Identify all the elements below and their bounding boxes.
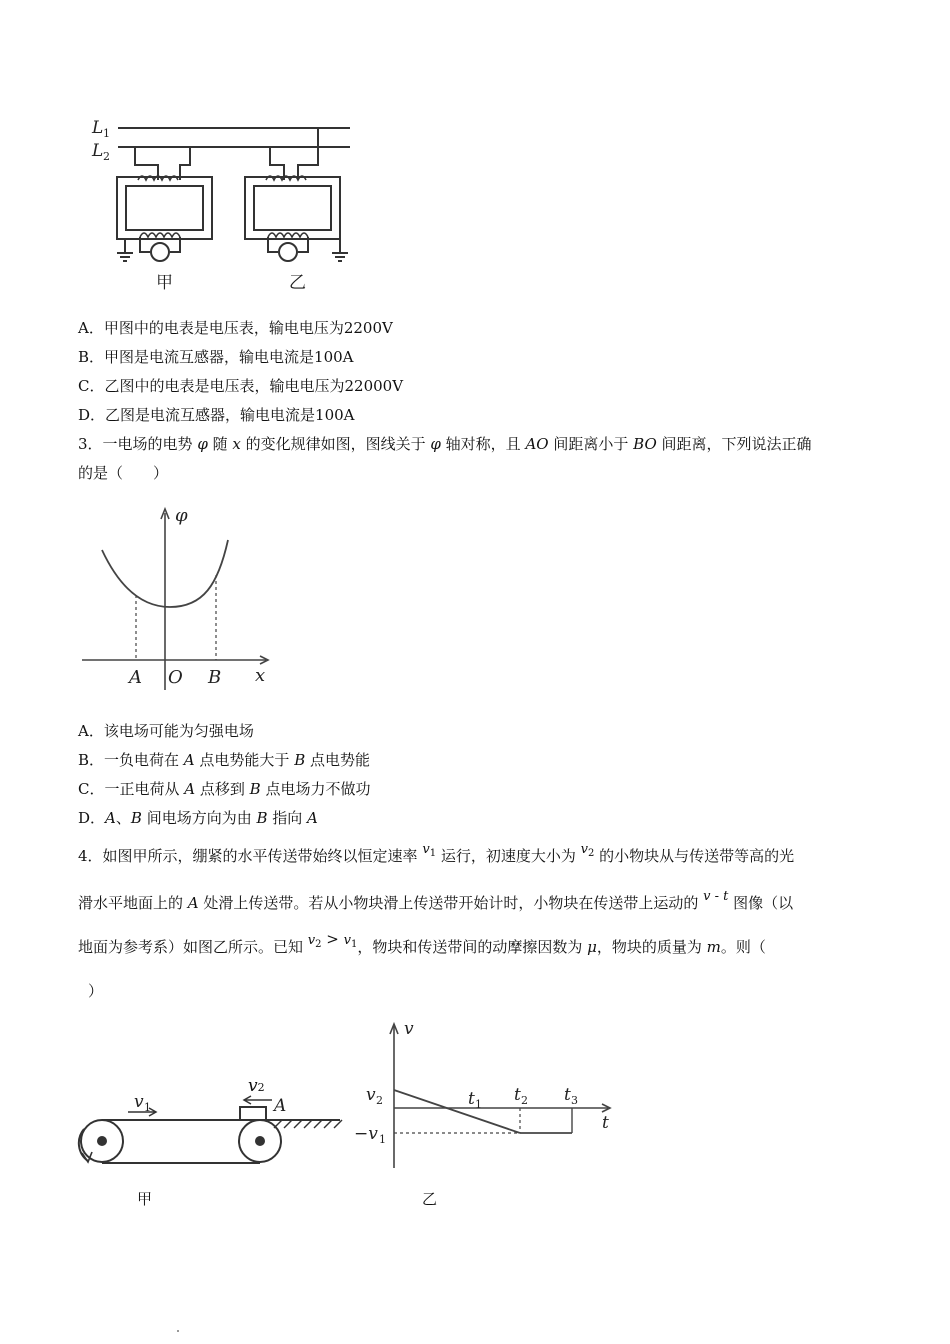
label-l1-sub: 1 [103, 127, 110, 140]
caption-jia: 甲 [137, 1190, 153, 1208]
q4-stem-line2: 滑水平地面上的 A 处滑上传送带。若从小物块滑上传送带开始计时，小物块在传送带上运动的 v - t 图像（以 [78, 889, 794, 912]
conveyor-svg [70, 1095, 350, 1175]
label-v1-sub: 1 [144, 1101, 151, 1114]
right-meter [279, 243, 297, 261]
label-a: A [129, 667, 142, 688]
label-neg-v1: −v [354, 1124, 378, 1144]
q3-option-d: D．A、B 间电场方向为由 B 指向 A [78, 809, 318, 827]
caption-yi: 乙 [422, 1190, 438, 1208]
left-connection-1 [135, 147, 158, 180]
potential-graph-svg [78, 495, 278, 695]
q3-stem-line2: 的是（ ） [78, 464, 169, 482]
q4-stem-line1: 4．如图甲所示，绷紧的水平传送带始终以恒定速率 $v^1$ 运行，初速度大小为 $v^2$ 的小物块从与传送带等高的光 [78, 842, 795, 865]
q2-option-a: A．甲图中的电表是电压表，输电电压为2200V [78, 319, 393, 337]
label-phi: φ [175, 505, 188, 526]
label-yi: 乙 [289, 273, 306, 293]
potential-graph [78, 495, 278, 695]
label-t: t [602, 1113, 609, 1133]
label-v: v [404, 1019, 414, 1039]
label-t1-sub: 1 [475, 1098, 482, 1111]
vt-graph [350, 1018, 620, 1173]
label-l2-sub: 2 [103, 150, 110, 163]
velocity-line [394, 1090, 520, 1133]
page-dot [177, 1330, 179, 1332]
q3-stem-line1: 3．一电场的电势 φ 随 x 的变化规律如图，图线关于 φ 轴对称，且 AO 间距离小于 BO 间距离，下列说法正确 [78, 435, 812, 453]
label-x: x [255, 665, 266, 686]
label-t3-sub: 3 [571, 1094, 578, 1107]
transformer-diagram [70, 105, 370, 305]
q3-option-b: B．一负电荷在 A 点电势能大于 B 点电势能 [78, 751, 370, 769]
q4-stem-line4: ） [88, 982, 104, 1000]
vt-graph-svg [350, 1018, 620, 1173]
q2-option-c: C．乙图中的电表是电压表，输电电压为22000V [78, 377, 404, 395]
left-meter [151, 243, 169, 261]
label-b: B [208, 667, 222, 688]
q2-option-b: B．甲图是电流互感器，输电电流是100A [78, 348, 354, 366]
label-o: O [168, 667, 183, 688]
label-point-a: A [274, 1096, 287, 1116]
q3-option-a: A．该电场可能为匀强电场 [78, 722, 254, 740]
conveyor-figure [70, 1095, 350, 1175]
label-jia: 甲 [156, 273, 173, 293]
q4-stem-line3: 地面为参考系）如图乙所示。已知 $v^2 > v^1$，物块和传送带间的动摩擦因数为 μ，物块的质量为 m。则（ [78, 930, 766, 956]
q3-option-c: C．一正电荷从 A 点移到 B 点电场力不做功 [78, 780, 371, 798]
label-neg-v1-sub: 1 [379, 1133, 386, 1146]
label-t2-sub: 2 [521, 1094, 528, 1107]
transformer-figure [70, 105, 370, 305]
label-t3: t [564, 1085, 571, 1105]
label-l2-letter: L [92, 141, 104, 161]
label-t1: t [468, 1089, 475, 1109]
label-v2-letter: v [366, 1085, 376, 1105]
label-v1-letter: v [134, 1095, 144, 1112]
label-t2: t [514, 1085, 521, 1105]
block [240, 1107, 266, 1120]
label-l1-letter: L [92, 118, 104, 138]
label-v2: v2 [248, 1076, 265, 1096]
q2-option-d: D．乙图是电流互感器，输电电流是100A [78, 406, 355, 424]
label-v2-sub: 2 [376, 1094, 383, 1107]
